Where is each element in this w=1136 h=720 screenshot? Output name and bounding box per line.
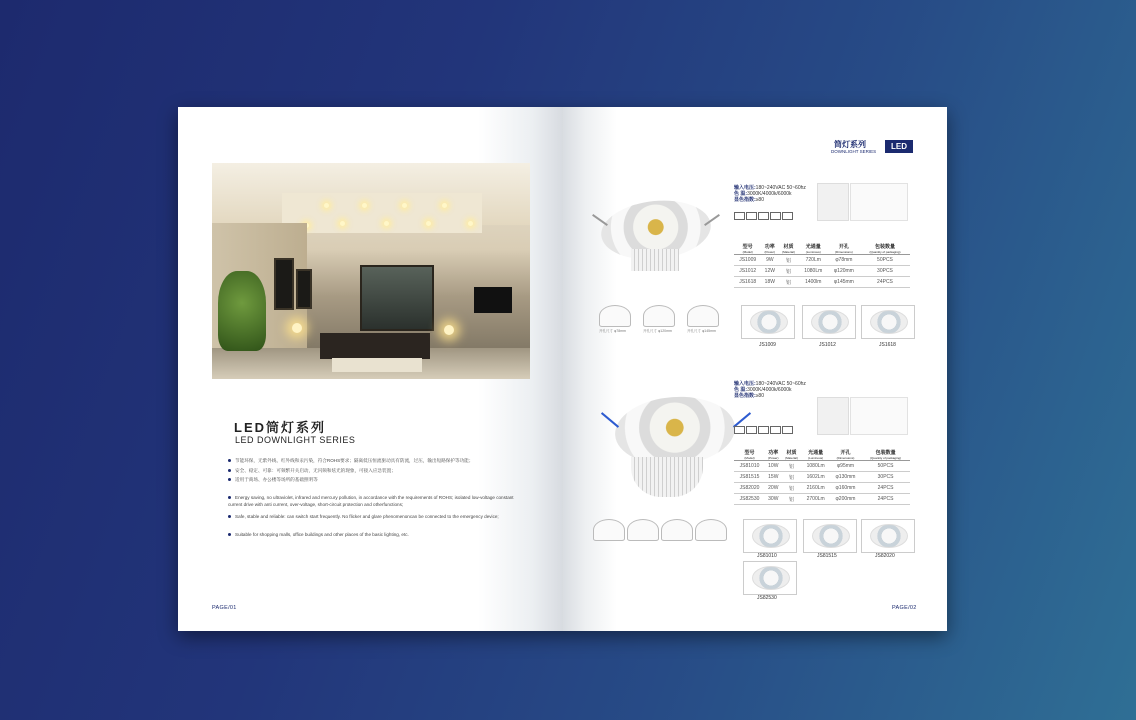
header-title-cn: 筒灯系列 — [834, 140, 866, 149]
table-header-cell: 包装数量 (Quantity of packaging) — [860, 243, 910, 255]
table-cell: 1602Lm — [801, 472, 829, 483]
table-header-cell: 开孔 (Dimensions) — [828, 243, 860, 255]
table-cell: 2160Lm — [801, 483, 829, 494]
table-header-cell: 开孔 (Dimensions) — [830, 449, 861, 461]
table-cell: 50PCS — [861, 461, 910, 472]
table-row — [734, 483, 910, 494]
photo-spotlight — [324, 203, 329, 208]
table-cell: 24PCS — [860, 277, 910, 288]
photo-spotlight — [340, 221, 345, 226]
thumb-image — [750, 310, 788, 334]
led-badge: LED — [885, 140, 913, 153]
spring-clip — [592, 214, 608, 226]
spec-key: 输入电压: — [734, 185, 756, 191]
brochure-spread — [178, 107, 947, 631]
heatsink-fins — [631, 457, 703, 497]
lux-chart-diagram — [850, 397, 908, 435]
left-page — [178, 107, 563, 631]
spec-value: 180~240VAC 50~60hz — [755, 381, 806, 387]
thumb-image — [811, 310, 849, 334]
table-header-cell: 功率 (Power) — [761, 243, 778, 255]
thumb-image — [870, 310, 908, 334]
certification-icons — [734, 421, 794, 439]
thumb-label: JS1012 — [819, 342, 836, 348]
photo-plant — [218, 271, 266, 351]
heatsink-fins — [631, 249, 679, 271]
spec-key: 色 温: — [734, 387, 748, 393]
table-header-cell: 型号 (Model) — [734, 449, 765, 461]
spec-value: ≥80 — [755, 197, 764, 203]
table-cell: 12W — [761, 266, 778, 277]
table-header-cell: 型号 (Model) — [734, 243, 761, 255]
product-thumb — [743, 519, 797, 553]
photo-spotlight — [442, 203, 447, 208]
spec-key: 显色指数: — [734, 197, 756, 203]
header-title-en: DOWNLIGHT SERIES — [831, 149, 877, 154]
table-cell: 铝 — [782, 483, 802, 494]
thumb-image — [752, 566, 790, 590]
page-number-right: PAGE/02 — [892, 605, 917, 611]
interior-photo — [212, 163, 530, 379]
page-number-left: PAGE/01 — [212, 605, 237, 611]
table-cell: 铝 — [782, 494, 802, 505]
spec-value: 3000K/4000k/6000k — [747, 387, 792, 393]
table-header-row — [734, 243, 910, 255]
table-cell: 24PCS — [861, 494, 910, 505]
spec-table-1 — [734, 243, 910, 288]
table-cell: 18W — [761, 277, 778, 288]
bullet-en-3 — [228, 531, 518, 538]
bullet-en-2 — [228, 513, 518, 520]
bullet-cn-2 — [228, 467, 518, 474]
photo-spotlight — [402, 203, 407, 208]
spec-line — [734, 393, 806, 399]
table-cell: JS1618 — [734, 277, 761, 288]
product-thumb — [741, 305, 795, 339]
photo-spotlight — [384, 221, 389, 226]
table-body — [734, 461, 910, 505]
table-cell: 1080Lm — [801, 461, 829, 472]
table-row — [734, 266, 910, 277]
photo-table-lamp — [444, 325, 454, 335]
thumb-image — [812, 524, 850, 548]
table-header-row — [734, 449, 910, 461]
spring-clip — [601, 412, 619, 428]
photo-wall-art — [274, 258, 294, 310]
table-cell: 15W — [765, 472, 782, 483]
dimension-sketch — [643, 305, 675, 327]
table-cell: φ200mm — [830, 494, 861, 505]
photo-window — [360, 265, 434, 331]
table-header-cell: 材质 (Material) — [778, 243, 798, 255]
bullet-cn-3 — [228, 476, 518, 483]
table-cell: 铝 — [778, 277, 798, 288]
bullet-cn-1 — [228, 457, 518, 464]
photo-ceiling-recess — [282, 193, 482, 233]
photo-sofa — [320, 333, 430, 359]
bullet-text: Safe, stable and reliable: can switch start frequently. No flicker and glare phenomenoncan be connected to the emergency device; — [235, 514, 499, 519]
bullet-dot — [228, 469, 231, 472]
photo-rug — [332, 358, 422, 372]
bullet-en-1 — [228, 494, 518, 508]
bullet-text: Suitable for shopping malls, office buildings and other places of the basic lighting, etc. — [235, 532, 409, 537]
photo-spotlight — [426, 221, 431, 226]
spec-value: 180~240VAC 50~60hz — [755, 185, 806, 191]
table-cell: φ130mm — [830, 472, 861, 483]
table-cell: φ160mm — [830, 483, 861, 494]
table-cell: 50PCS — [860, 255, 910, 266]
thumb-label: JS82020 — [875, 553, 895, 559]
table-cell: 720Lm — [799, 255, 828, 266]
table-cell: JS82020 — [734, 483, 765, 494]
table-cell: 30PCS — [860, 266, 910, 277]
bullet-dot — [228, 515, 231, 518]
light-distribution-diagram — [817, 397, 849, 435]
bullet-text: 安全、稳定、可靠：可频繁开关启动，无闪频和炫光的现象，可接入应急装置； — [235, 468, 396, 473]
photo-spotlight — [468, 221, 473, 226]
cert-icon — [758, 212, 769, 220]
table-cell: JS81515 — [734, 472, 765, 483]
table-row — [734, 472, 910, 483]
table-cell: φ78mm — [828, 255, 860, 266]
dimension-sketch — [687, 305, 719, 327]
table-header-cell: 包装数量 (Quantity of packaging) — [861, 449, 910, 461]
cert-icon — [782, 426, 793, 434]
certification-icons — [734, 207, 794, 225]
table-cell: 1080Lm — [799, 266, 828, 277]
spec-table-2 — [734, 449, 910, 505]
dimension-sketch — [661, 519, 693, 541]
table-row — [734, 277, 910, 288]
bullet-text: 适用于商场、办公楼等场所的基础照明等 — [235, 477, 318, 482]
table-row — [734, 255, 910, 266]
photo-spotlight — [362, 203, 367, 208]
product-thumb — [802, 305, 856, 339]
lux-chart-diagram — [850, 183, 908, 221]
table-cell: 20W — [765, 483, 782, 494]
table-cell: φ95mm — [830, 461, 861, 472]
table-cell: 铝 — [782, 472, 802, 483]
cert-icon — [770, 212, 781, 220]
table-body — [734, 255, 910, 288]
spec-value: 3000K/4000k/6000k — [747, 191, 792, 197]
table-cell: JS1012 — [734, 266, 761, 277]
table-cell: 铝 — [778, 266, 798, 277]
table-row — [734, 494, 910, 505]
product-thumb — [861, 305, 915, 339]
product-thumb — [803, 519, 857, 553]
sketch-label: 开孔尺寸 φ78mm — [599, 329, 626, 333]
dimension-sketch — [599, 305, 631, 327]
table-cell: JS1009 — [734, 255, 761, 266]
thumb-image — [870, 524, 908, 548]
right-page — [563, 107, 947, 631]
product-thumb — [743, 561, 797, 595]
sketch-label: 开孔尺寸 φ120mm — [643, 329, 672, 333]
thumb-image — [752, 524, 790, 548]
thumb-label: JS1618 — [879, 342, 896, 348]
table-cell: φ145mm — [828, 277, 860, 288]
table-cell: 铝 — [778, 255, 798, 266]
table-cell: JS82530 — [734, 494, 765, 505]
sketch-label: 开孔尺寸 φ145mm — [687, 329, 716, 333]
table-header-cell: 材质 (Material) — [782, 449, 802, 461]
table-cell: φ120mm — [828, 266, 860, 277]
spec-block-2 — [734, 381, 806, 399]
product-thumb — [861, 519, 915, 553]
bullet-dot — [228, 496, 231, 499]
bullet-dot — [228, 459, 231, 462]
ce-icon — [734, 212, 745, 220]
cert-icon — [782, 212, 793, 220]
dimension-sketch — [695, 519, 727, 541]
section-title-en: LED DOWNLIGHT SERIES — [235, 435, 356, 445]
dimension-sketch — [593, 519, 625, 541]
spec-key: 显色指数: — [734, 393, 756, 399]
table-header-cell: 光通量 (Luminous) — [799, 243, 828, 255]
photo-tv — [474, 287, 512, 313]
bullet-text: Energy saving, no ultraviolet, infrared and mercury pollution, in accordance with the requirements of ROHS; isolated low-voltage constant current drive with anti current, over-voltage, short-circuit protection and otherfunctions; — [228, 495, 514, 507]
spec-key: 输入电压: — [734, 381, 756, 387]
bullet-text: 节能环保，无紫外线、红外线和汞污染，符合ROHS要求；隔离低压恒流驱动具有防流，过压，输出短路保护等功能； — [235, 458, 474, 463]
photo-wall-art — [296, 269, 312, 309]
spec-key: 色 温: — [734, 191, 748, 197]
spec-block-1 — [734, 185, 806, 203]
table-header-cell: 光通量 (Luminous) — [801, 449, 829, 461]
spec-line — [734, 197, 806, 203]
table-cell: 30PCS — [861, 472, 910, 483]
table-row — [734, 461, 910, 472]
photo-table-lamp — [292, 323, 302, 333]
light-distribution-diagram — [817, 183, 849, 221]
table-cell: 铝 — [782, 461, 802, 472]
rohs-icon — [746, 426, 757, 434]
table-cell: 30W — [765, 494, 782, 505]
thumb-label: JS1009 — [759, 342, 776, 348]
ce-icon — [734, 426, 745, 434]
table-cell: 24PCS — [861, 483, 910, 494]
dimension-sketch — [627, 519, 659, 541]
table-cell: 2700Lm — [801, 494, 829, 505]
bullet-dot — [228, 478, 231, 481]
table-header-cell: 功率 (Power) — [765, 449, 782, 461]
thumb-label: JS82530 — [757, 595, 777, 601]
cert-icon — [770, 426, 781, 434]
cert-icon — [758, 426, 769, 434]
table-cell: JS81010 — [734, 461, 765, 472]
rohs-icon — [746, 212, 757, 220]
thumb-label: JS81010 — [757, 553, 777, 559]
table-cell: 9W — [761, 255, 778, 266]
thumb-label: JS81515 — [817, 553, 837, 559]
section-title-cn: LED筒灯系列 — [234, 420, 327, 435]
table-cell: 1400lm — [799, 277, 828, 288]
table-cell: 10W — [765, 461, 782, 472]
bullet-dot — [228, 533, 231, 536]
spec-value: ≥80 — [755, 393, 764, 399]
